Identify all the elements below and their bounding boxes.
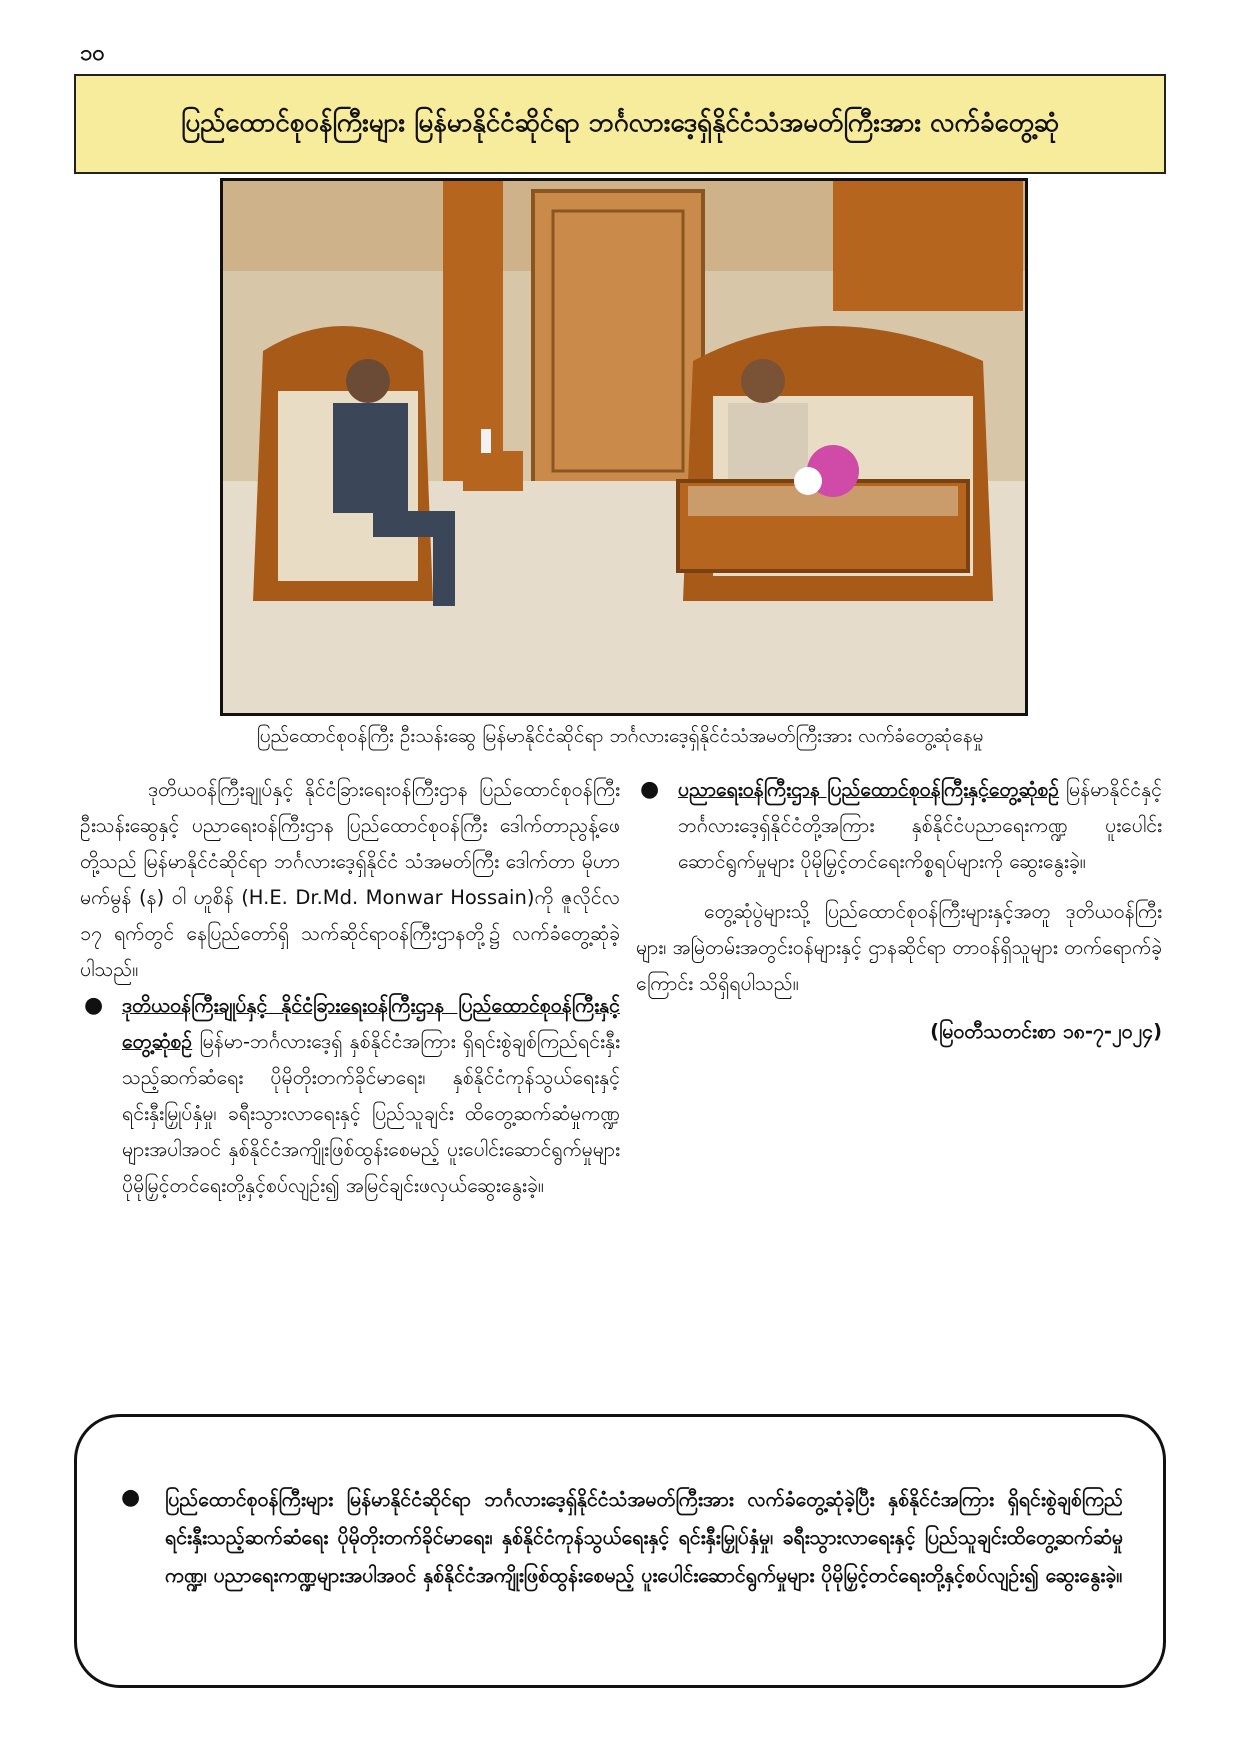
bullet-foreign-affairs xyxy=(80,988,620,1204)
cup-left xyxy=(481,429,491,453)
side-table xyxy=(463,451,523,491)
right-column xyxy=(636,772,1162,1050)
bullet-body: မြန်မာ-ဘင်္ဂလားဒေ့ရှ် နှစ်နိုင်ငံအကြား ရှိရင်းစွဲချစ်ကြည်ရင်းနှီးသည့်ဆက်ဆံရေး ပိုမိုတိုးတက်ခိုင်မာရေး၊ နှစ်နိုင်ငံကုန်သွယ်ရေးနှင့် ရင်းနှီးမြှုပ်နှံမှု၊ ခရီးသွားလာရေးနှင့် ပြည်သူချင်း ထိတွေ့ဆက်ဆံမှုကဏ္ဍများအပါအဝင် နှစ်နိုင်ငံအကျိုးဖြစ်ထွန်းစေမည့် ပူးပေါင်းဆောင်ရွက်မှုများ ပိုမိုမြှင့်တင်ရေးတို့နှင့်စပ်လျဉ်း၍ အမြင်ချင်းဖလှယ်ဆွေးနွေးခဲ့။ xyxy=(122,1030,620,1197)
bullet-dot-icon: ● xyxy=(84,993,104,1018)
carved-panel-right xyxy=(833,181,1023,311)
guest-suit xyxy=(333,403,408,513)
bullet-lead: ဒုတိယဝန်ကြီးချုပ်နှင့် နိုင်ငံခြားရေးဝန်ကြီးဌာန ပြည်ထောင်စုဝန်ကြီးနှင့်တွေ့ဆုံစဉ် xyxy=(122,994,620,1053)
bullet-education xyxy=(636,772,1162,880)
bullet-dot-icon: ● xyxy=(640,777,660,802)
summary-text: ပြည်ထောင်စုဝန်ကြီးများ မြန်မာနိုင်ငံဆိုင်ရာ ဘင်္ဂလားဒေ့ရှ်နိုင်ငံသံအမတ်ကြီးအား လက်ခံတွေ့ဆုံခဲ့ပြီး နှစ်နိုင်ငံအကြား ရှိရင်းစွဲချစ်ကြည်ရင်းနှီးသည့်ဆက်ဆံရေး ပိုမိုတိုးတက်ခိုင်မာရေး၊ နှစ်နိုင်ငံကုန်သွယ်ရေးနှင့် ရင်းနှီးမြှုပ်နှံမှု၊ ခရီးသွားလာရေးနှင့် ပြည်သူချင်းထိတွေ့ဆက်ဆံမှုကဏ္ဍ၊ ပညာရေးကဏ္ဍများအပါအဝင် နှစ်နိုင်ငံအကျိုးဖြစ်ထွန်းစေမည့် ပူးပေါင်းဆောင်ရွက်မှုများ ပိုမိုမြှင့်တင်ရေးတို့နှင့်စပ်လျဉ်း၍ ဆွေးနွေးခဲ့။ xyxy=(165,1488,1123,1587)
page-number: ၁၀ xyxy=(80,41,105,66)
article-title: ပြည်ထောင်စုဝန်ကြီးများ မြန်မာနိုင်ငံဆိုင်ရာ ဘင်္ဂလားဒေ့ရှ်နိုင်ငံသံအမတ်ကြီးအား လက်ခံတွေ့ဆုံ xyxy=(74,74,1166,174)
carved-pillar-left xyxy=(443,181,503,481)
meeting-photo-illustration xyxy=(223,181,1025,713)
meeting-photo xyxy=(220,178,1028,716)
photo-caption: ပြည်ထောင်စုဝန်ကြီး ဦးသန်းဆွေ မြန်မာနိုင်ငံဆိုင်ရာ ဘင်္ဂလားဒေ့ရှ်နိုင်ငံသံအမတ်ကြီးအား လက်ခံတွေ့ဆုံနေမှု xyxy=(256,725,984,747)
flower-white xyxy=(794,467,822,495)
guest-head xyxy=(346,359,390,403)
news-source: (မြဝတီသတင်းစာ ၁၈-၇-၂၀၂၄) xyxy=(930,1020,1162,1043)
intro-paragraph: ဒုတိယဝန်ကြီးချုပ်နှင့် နိုင်ငံခြားရေးဝန်ကြီးဌာန ပြည်ထောင်စုဝန်ကြီး ဦးသန်းဆွေနှင့် ပညာရေးဝန်ကြီးဌာန ပြည်ထောင်စုဝန်ကြီး ဒေါက်တာညွန့်ဖေတို့သည် မြန်မာနိုင်ငံဆိုင်ရာ ဘင်္ဂလားဒေ့ရှ်နိုင်ငံ သံအမတ်ကြီး ဒေါက်တာ မိုဟာမက်မွန် (န) ဝါ ဟူစိန် (H.E. Dr.Md. Monwar Hossain)ကို ဇူလိုင်လ ၁၇ ရက်တွင် နေပြည်တော်ရှိ သက်ဆိုင်ရာဝန်ကြီးဌာနတို့၌ လက်ခံတွေ့ဆုံခဲ့ပါသည်။ xyxy=(80,778,620,981)
bullet-body: မြန်မာနိုင်ငံနှင့် ဘင်္ဂလားဒေ့ရှ်နိုင်ငံတို့အကြား နှစ်နိုင်ငံပညာရေးကဏ္ဍ ပူးပေါင်းဆောင်ရွက်မှုများ ပိုမိုမြှင့်တင်ရေးကိစ္စရပ်များကို ဆွေးနွေးခဲ့။ xyxy=(678,778,1162,873)
left-column xyxy=(80,772,620,1204)
closing-paragraph: တွေ့ဆုံပွဲများသို့ ပြည်ထောင်စုဝန်ကြီးများနှင့်အတူ ဒုတိယဝန်ကြီးများ၊ အမြဲတမ်းအတွင်းဝန်များနှင့် ဌာနဆိုင်ရာ တာဝန်ရှိသူများ တက်ရောက်ခဲ့ကြောင်း သိရှိရပါသည်။ xyxy=(636,900,1162,995)
guest-lower-legs xyxy=(433,511,455,606)
bullet-dot-icon: ● xyxy=(121,1485,141,1510)
summary-box xyxy=(74,1414,1166,1688)
host-head xyxy=(741,359,785,403)
bullet-lead: ပညာရေးဝန်ကြီးဌာန ပြည်ထောင်စုဝန်ကြီးနှင့်တွေ့ဆုံစဉ် xyxy=(678,778,1060,801)
wooden-door xyxy=(533,191,703,491)
